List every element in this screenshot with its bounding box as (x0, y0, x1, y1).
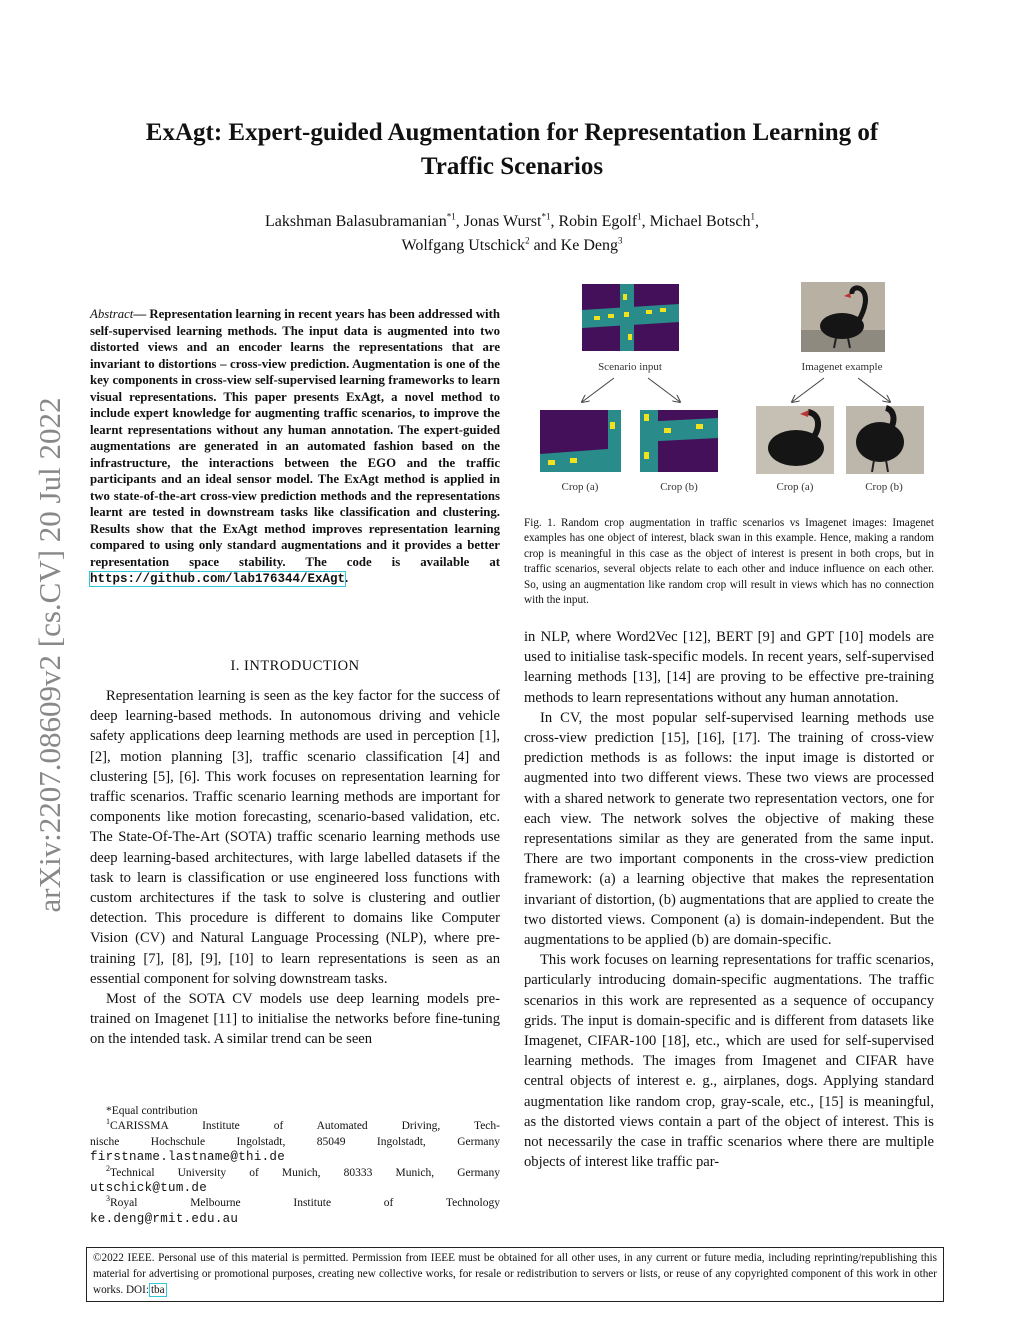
code-link[interactable]: https://github.com/lab176344/ExAgt (90, 572, 346, 586)
imagenet-swan-image (801, 282, 885, 352)
footnote-equal: *Equal contribution (106, 1105, 198, 1117)
author-affiliation: 1 (637, 211, 642, 222)
footnote-marker: 1 (106, 1117, 110, 1127)
author-line-1 (80, 210, 944, 234)
copyright-text: ©2022 IEEE. Personal use of this material is permitted. Permission from IEEE must be obtained for all other uses, in any current or future media, including reprinting/republishing this material for advertising or promotional purposes, creating new collective works, for resale or redistribution to servers or lists, or reuse of any copyrighted component of this work in other works. DOI: (93, 1252, 937, 1296)
abstract (90, 306, 500, 588)
author-separator: , (755, 213, 759, 230)
figure-1-graphic (524, 282, 934, 507)
label-scenario-input: Scenario input (598, 361, 662, 373)
abstract-text: — Representation learning in recent years has been addressed with self-supervised learning methods. The input data is augmented into two distorted views and an encoder learns the representations that are invariant to distortions – cross-view prediction. Augmentation is one of the key components in cross-view self-supervised learning frameworks to learn visual representations. This paper presents ExAgt, a novel method to include expert knowledge for augmenting traffic scenarios, to improve the learnt representations without any human annotation. The expert-guided augmentations are generated in an automated fashion based on the infrastructure, the interactions between the EGO and the traffic participants and an ideal sensor model. The ExAgt method is applied in two state-of-the-art cross-view prediction methods and the representations learnt are tested in downstream tasks like classification and clustering. Results show that the ExAgt method improves representation learning compared to using only standard augmentations and it provides a better representation space stability. The code is available at (90, 307, 500, 569)
swan-crop-b (846, 406, 924, 474)
right-column-text (524, 627, 934, 1172)
footnote-marker: 3 (106, 1194, 110, 1204)
footnote-marker: 2 (106, 1163, 110, 1173)
title-line-1: ExAgt: Expert-guided Augmentation for Representation Learning of (145, 119, 879, 146)
author-affiliation: 2 (525, 235, 530, 246)
footnote-text: Royal Melbourne Institute of Technology (110, 1197, 500, 1210)
doi-link[interactable]: tba (150, 1283, 165, 1296)
author-affiliation: 1 (750, 211, 755, 222)
paper-title (80, 116, 944, 184)
footnote-1-line-2: nische Hochschule Ingolstadt, 85049 Ingolstadt, Germany (90, 1135, 500, 1148)
label-crop-b-scenario: Crop (b) (660, 481, 698, 493)
footnote-2-email: utschick@tum.de (90, 1181, 208, 1196)
footnote-text: CARISSMA Institute of Automated Driving, Tech- (110, 1120, 500, 1133)
author-name: Wolfgang Utschick (401, 237, 526, 254)
arxiv-identifier-text: arXiv:2207.08609v2 [cs.CV] 20 Jul 2022 (32, 397, 67, 913)
footnote-1-line-1 (90, 1119, 500, 1134)
label-crop-a-imagenet: Crop (a) (776, 481, 814, 493)
arxiv-identifier (28, 365, 72, 945)
footnote-3-line-1 (90, 1196, 500, 1211)
label-crop-b-imagenet: Crop (b) (865, 481, 903, 493)
author-affiliation: *1 (446, 211, 456, 222)
author-line-2 (80, 234, 944, 258)
footnote-2-line-1 (90, 1163, 500, 1181)
author-name: , Jonas Wurst (455, 213, 542, 230)
swan-crop-a (756, 406, 834, 474)
scenario-crop-a (540, 410, 621, 472)
intro-paragraph-2: Most of the SOTA CV models use deep learning models pre-trained on Imagenet [11] to initialise the networks before fine-tuning on the intended task. A similar trend can be seen (90, 991, 500, 1048)
abstract-label: Abstract (90, 307, 134, 321)
author-name: , Michael Botsch (641, 213, 751, 230)
author-name: and Ke Deng (529, 237, 618, 254)
author-name: Lakshman Balasubramanian (265, 213, 447, 230)
right-paragraph-1: in NLP, where Word2Vec [12], BERT [9] and GPT [10] models are used to initialise task-specific models. In recent years, self-supervised learning methods [13], [14] are proving to be effective pre-training methods to learn representations without any human annotation. (524, 629, 934, 706)
footnote-3-email: ke.deng@rmit.edu.au (90, 1211, 239, 1226)
title-line-2: Traffic Scenarios (420, 153, 604, 180)
figure-1 (524, 282, 934, 512)
author-list (80, 210, 944, 258)
arrow-to-crop-a (582, 378, 614, 402)
intro-paragraph-1: Representation learning is seen as the key factor for the success of deep learning-based methods. In autonomous driving and vehicle safety applications deep learning methods are used in perception [1], [2], motion planning [3], traffic scenario classification [4] and clustering [5], [6]. This work focuses on representation learning for traffic scenarios. Traffic scenario learning methods are important for components like motion forecasting, scenario-based validation, etc. The State-Of-The-Art (SOTA) traffic scenario learning methods use deep learning-based architectures, with large labelled datasets if the task to learn is classification or use engineered loss functions with custom architectures if the task to solve is clustering and outlier detection. This procedure is different to domains like Computer Vision (CV) and Natural Language Processing (NLP), where pre-training [7], [8], [9], [10] to learn representations is seen as an essential component for solving downstream tasks. (90, 688, 500, 987)
label-crop-a-scenario: Crop (a) (561, 481, 599, 493)
abstract-end: . (345, 571, 349, 585)
footnote-1-email: firstname.lastname@thi.de (90, 1150, 286, 1165)
footnotes (90, 1104, 500, 1227)
scenario-crop-b (640, 410, 718, 472)
arrow-to-swan-crop-b (858, 378, 890, 402)
author-affiliation: 3 (618, 235, 623, 246)
section-heading: I. INTRODUCTION (230, 658, 360, 674)
arrow-to-crop-b (648, 378, 680, 402)
figure-1-caption: Fig. 1. Random crop augmentation in traffic scenarios vs Imagenet images: Imagenet examples has one object of interest, black swan in this example. Hence, making a random crop is meaningful in this case as the object of interest is present in both crops, but in traffic scenarios, several objects relate to each other and induce influence on each other. So, using an augmentation like random crop will result in views which has no connection with the input. (524, 517, 934, 607)
intro-text (90, 686, 500, 1050)
author-affiliation: *1 (541, 211, 551, 222)
arrow-to-swan-crop-a (792, 378, 824, 402)
author-name: , Robin Egolf (550, 213, 638, 230)
right-paragraph-2: In CV, the most popular self-supervised learning methods use cross-view prediction [15], [16], [17]. The training of cross-view prediction methods is as follows: the input image is distorted or augmented into two different views. These two views are processed with a shared network to generate two representation vectors, one for each view. The network solves the objective of making these representations similar as they are generated from the same input. There are two important components in the cross-view prediction framework: (a) a learning objective that makes the representation invariant of distortion, (b) augmentations that are applied to create the two distorted views. Component (a) is domain-independent. But the augmentations to be applied (b) are domain-specific. (524, 709, 934, 949)
footnote-text: Technical University of Munich, 80333 Munich, Germany (110, 1166, 500, 1179)
scenario-input-grid (582, 284, 679, 351)
right-paragraph-3: This work focuses on learning representations for traffic scenarios, particularly introducing domain-specific augmentations. The traffic scenarios in this work are represented as a sequence of occupancy grids. The input is domain-specific and is different from datasets like Imagenet, CIFAR-100 [18], etc., which are used for self-supervised learning methods. The images from Imagenet and CIFAR have central objects of interest e. g., airplanes, dogs. Applying standard augmentation like random crop, gray-scale, etc., [15] is meaningful, as the distorted views contain a part of the object of interest. This is not necessarily the case in traffic scenarios where there are multiple objects of interest like traffic par- (524, 952, 934, 1171)
copyright-notice (86, 1247, 944, 1302)
label-imagenet-example: Imagenet example (801, 361, 883, 373)
